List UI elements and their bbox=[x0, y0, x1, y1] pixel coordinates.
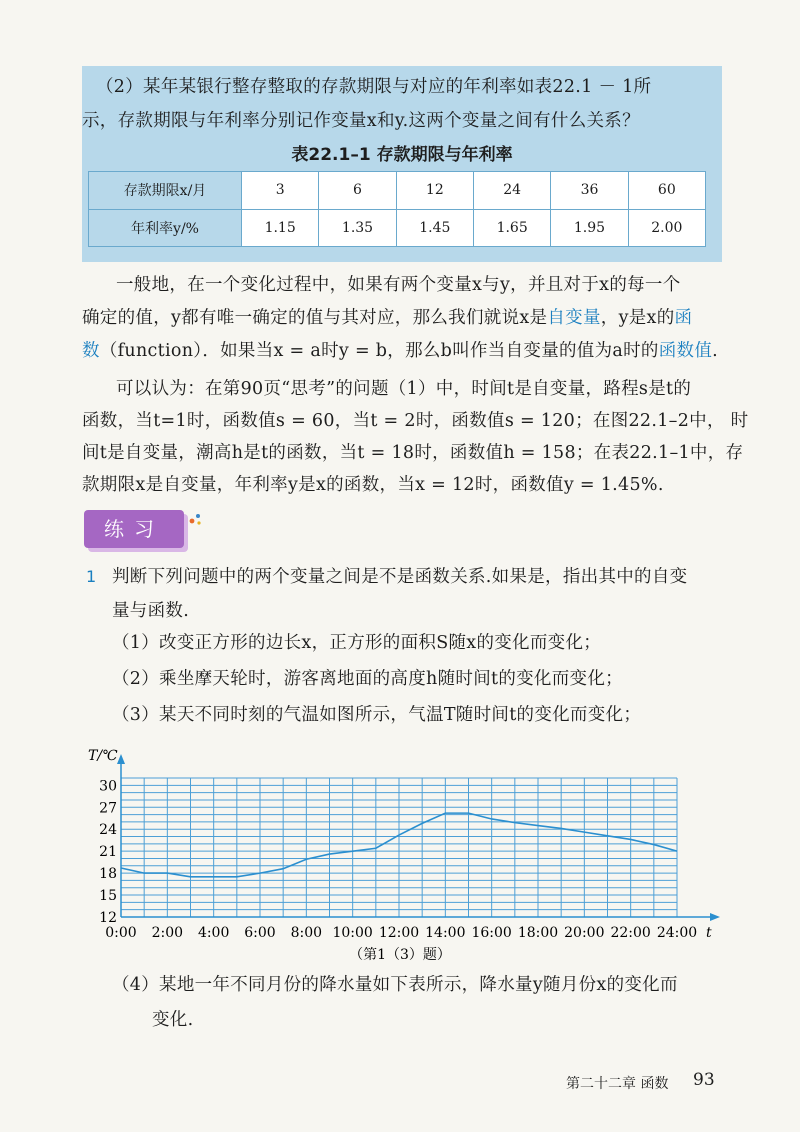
x-tick-label: 6:00 bbox=[244, 925, 276, 941]
exercise-item-4-line-2: 变化. bbox=[152, 1010, 194, 1030]
definition-line-3 bbox=[82, 334, 718, 368]
table-cell: 1.35 bbox=[319, 209, 396, 247]
table-cell: 36 bbox=[551, 172, 628, 210]
chart-caption: （第1（3）题） bbox=[349, 947, 451, 963]
y-tick-label: 15 bbox=[99, 888, 117, 905]
exercise-label: 练习 bbox=[84, 510, 184, 548]
x-tick-label: 20:00 bbox=[564, 925, 605, 941]
example-line-1: （2）某年某银行整存整取的存款期限与对应的年利率如表22.1 － 1所 bbox=[96, 77, 652, 97]
x-tick-label: 14:00 bbox=[425, 925, 466, 941]
definition-text: （function）．如果当x = a时y = b，那么b叫作当自变量的值为a时的 bbox=[99, 341, 659, 361]
y-tick-label: 21 bbox=[99, 844, 117, 861]
term-independent-variable: 自变量 bbox=[547, 308, 601, 328]
x-axis-label: t bbox=[706, 925, 712, 941]
x-tick-label: 0:00 bbox=[105, 925, 137, 941]
x-tick-label: 10:00 bbox=[332, 925, 373, 941]
definition-line-2 bbox=[82, 301, 692, 335]
table-cell: 1.95 bbox=[551, 209, 628, 247]
explanation-line-1: 可以认为：在第90页“思考”的问题（1）中，时间t是自变量，路程s是t的 bbox=[116, 379, 692, 399]
table-row bbox=[89, 172, 706, 210]
definition-text: . bbox=[712, 341, 719, 361]
table-cell: 2.00 bbox=[628, 209, 705, 247]
x-tick-label: 22:00 bbox=[610, 925, 651, 941]
x-tick-label: 4:00 bbox=[197, 925, 230, 941]
exercise-number: 1 bbox=[86, 567, 97, 586]
page-number: 93 bbox=[693, 1070, 715, 1090]
term-function: 数 bbox=[82, 341, 100, 361]
row-label-term: 存款期限x/月 bbox=[89, 172, 242, 210]
table-cell: 1.65 bbox=[473, 209, 550, 247]
exercise-item-3: （3）某天不同时刻的气温如图所示，气温T随时间t的变化而变化； bbox=[112, 705, 642, 725]
y-tick-label: 12 bbox=[99, 910, 117, 926]
row-label-rate: 年利率y/% bbox=[89, 209, 242, 247]
exercise-item-4-line-1: （4）某地一年不同月份的降水量如下表所示，降水量y随月份x的变化而 bbox=[112, 975, 678, 995]
table-cell: 12 bbox=[396, 172, 473, 210]
explanation-line-4: 款期限x是自变量，年利率y是x的函数，当x = 12时，函数值y = 1.45%. bbox=[82, 475, 664, 495]
x-tick-label: 18:00 bbox=[517, 925, 559, 941]
x-tick-label: 12:00 bbox=[378, 925, 420, 941]
table-cell: 3 bbox=[242, 172, 319, 210]
y-axis-label: T/℃ bbox=[88, 748, 118, 764]
term-function: 函 bbox=[674, 308, 693, 328]
x-tick-label: 16:00 bbox=[471, 925, 512, 941]
example-line-2: 示，存款期限与年利率分别记作变量x和y.这两个变量之间有什么关系？ bbox=[82, 111, 640, 131]
temperature-chart bbox=[60, 740, 740, 972]
table-cell: 1.15 bbox=[242, 209, 319, 247]
chart-grid bbox=[121, 778, 677, 917]
exercise-item-2: （2）乘坐摩天轮时，游客离地面的高度h随时间t的变化而变化； bbox=[112, 669, 623, 689]
table-row bbox=[89, 209, 706, 247]
y-tick-label: 30 bbox=[99, 778, 117, 795]
rate-table bbox=[88, 171, 706, 247]
explanation-line-2: 函数，当t=1时，函数值s = 60，当t = 2时，函数值s = 120；在图22.1–2中， 时 bbox=[82, 411, 749, 431]
y-tick-label: 27 bbox=[99, 800, 117, 817]
decoration-dots-icon bbox=[188, 512, 202, 526]
exercise-question-line-1: 判断下列问题中的两个变量之间是不是函数关系.如果是，指出其中的自变 bbox=[112, 567, 688, 587]
y-axis-arrow-icon bbox=[117, 754, 125, 764]
explanation-line-3: 间t是自变量，潮高h是t的函数，当t = 18时，函数值h = 158；在表22.1–1中，存 bbox=[82, 443, 744, 463]
exercise-item-1: （1）改变正方形的边长x，正方形的面积S随x的变化而变化； bbox=[112, 633, 602, 653]
exercise-question-line-2: 量与函数. bbox=[112, 601, 190, 621]
x-axis-arrow-icon bbox=[710, 913, 720, 921]
definition-text: 确定的值，y都有唯一确定的值与其对应，那么我们就说x是 bbox=[82, 308, 548, 328]
table-cell: 60 bbox=[628, 172, 705, 210]
x-tick-label: 24:00 bbox=[656, 925, 698, 941]
table-title: 表22.1–1 存款期限与年利率 bbox=[291, 145, 513, 165]
definition-line-1: 一般地，在一个变化过程中，如果有两个变量x与y，并且对于x的每一个 bbox=[116, 275, 681, 295]
chapter-footer: 第二十二章 函数 bbox=[566, 1076, 669, 1092]
chart-axes bbox=[117, 754, 720, 921]
definition-text: ，y是x的 bbox=[600, 308, 675, 328]
y-tick-label: 18 bbox=[99, 866, 117, 883]
x-tick-label: 8:00 bbox=[290, 925, 323, 941]
table-cell: 6 bbox=[319, 172, 396, 210]
table-cell: 1.45 bbox=[396, 209, 473, 247]
table-cell: 24 bbox=[473, 172, 550, 210]
x-tick-label: 2:00 bbox=[151, 925, 184, 941]
term-function-value: 函数值 bbox=[658, 341, 713, 361]
y-tick-label: 24 bbox=[99, 822, 117, 839]
